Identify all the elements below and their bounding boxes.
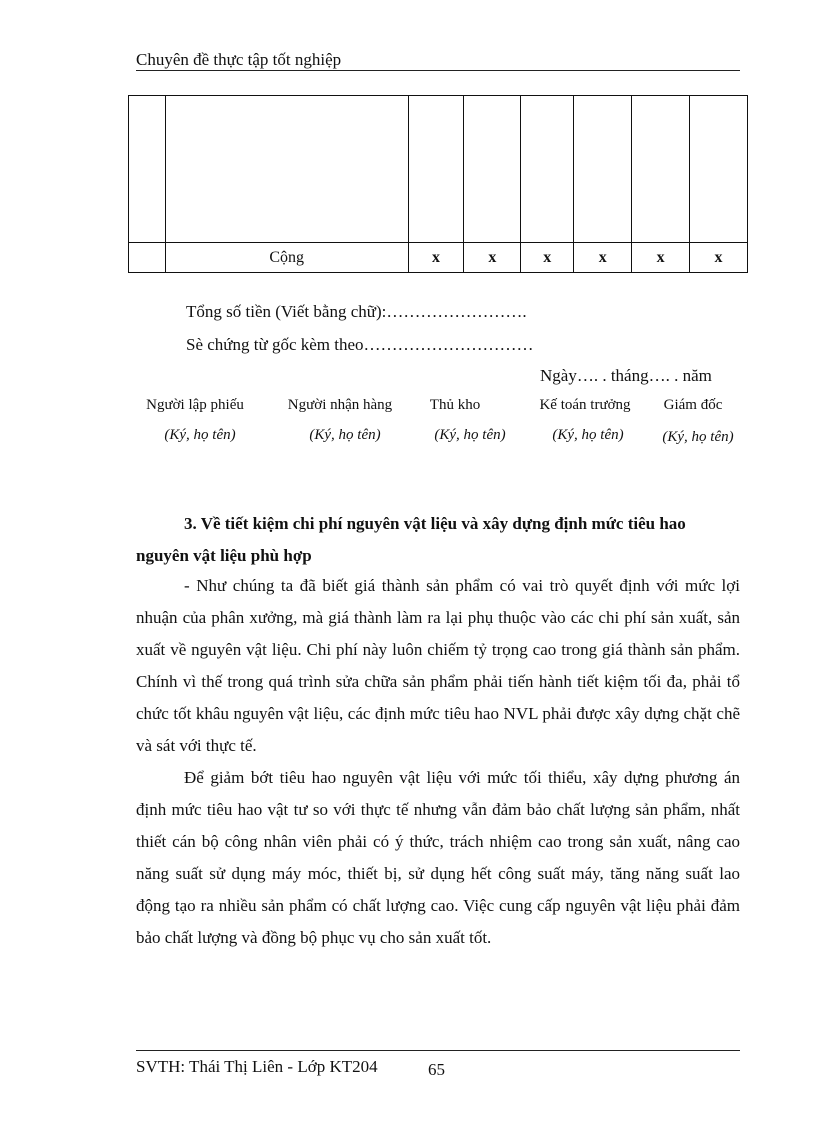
materials-table: [128, 95, 748, 273]
table-row: [129, 96, 748, 243]
page-number: 65: [428, 1060, 445, 1079]
signature-note-preparer: (Ký, họ tên): [164, 427, 236, 443]
table-cell: [165, 96, 408, 243]
footer-author: SVTH: Thái Thị Liên - Lớp KT204: [136, 1057, 378, 1076]
table-total-row: [129, 243, 748, 273]
body-paragraph-1: [136, 570, 740, 762]
attached-documents-line: Sè chứng từ gốc kèm theo…………………………: [186, 335, 534, 354]
table-cell: [632, 96, 690, 243]
total-mark: x: [632, 243, 690, 273]
signature-role-storekeeper: Thủ kho: [429, 397, 481, 413]
section-heading: 3. Về tiết kiệm chi phí nguyên vật liệu và xây dựng định mức tiêu hao nguyên vật liệu phù hợp: [136, 514, 686, 565]
table-cell: [129, 243, 166, 273]
table-cell: [464, 96, 521, 243]
amount-in-words-line: Tổng số tiền (Viết bằng chữ):…………………….: [186, 302, 527, 321]
table-cell: [690, 96, 748, 243]
paragraph-text: - Như chúng ta đã biết giá thành sản phẩm có vai trò quyết định với mức lợi nhuận của phân xưởng, mà giá thành làm ra lại phụ thuộc vào các chi phí sản xuất, sản xuất về nguyên vật liệu. Chi phí này luôn chiếm tỷ trọng cao trong giá thành sản phẩm. Chính vì thế trong quá trình sửa chữa sản phẩm phải tiến hành tiết kiệm tối đa, phải tổ chức tốt khâu nguyên vật liệu, các định mức tiêu hao NVL phải được xây dựng chặt chẽ và sát với thực tế.: [136, 576, 740, 755]
signature-note-receiver: (Ký, họ tên): [309, 427, 381, 443]
signature-note-chief-accountant: (Ký, họ tên): [552, 427, 624, 443]
body-paragraph-2: [136, 762, 740, 954]
total-mark: x: [521, 243, 574, 273]
header-divider: [136, 70, 740, 71]
paragraph-text: Để giảm bớt tiêu hao nguyên vật liệu với mức tối thiểu, xây dựng phương án định mức tiêu hao vật tư so với thực tế nhưng vẫn đảm bảo chất lượng sản phẩm, nhất thiết cán bộ công nhân viên phải có ý thức, trách nhiệm cao trong sản xuất, nâng cao năng suất sử dụng máy móc, thiết bị, sử dụng hết công suất máy, tăng năng suất lao động tạo ra nhiều sản phẩm có chất lượng cao. Việc cung cấp nguyên vật liệu phải đảm bảo chất lượng và đồng bộ phục vụ cho sản xuất tốt.: [136, 768, 740, 947]
total-label: Cộng: [165, 243, 408, 273]
signature-note-director: (Ký, họ tên): [662, 429, 734, 445]
total-mark: x: [690, 243, 748, 273]
signature-role-chief-accountant: Kế toán trưởng: [539, 397, 631, 413]
total-mark: x: [464, 243, 521, 273]
total-mark: x: [574, 243, 632, 273]
table-cell: [574, 96, 632, 243]
signature-role-receiver: Người nhận hàng: [287, 397, 393, 413]
document-header-title: Chuyên đề thực tập tốt nghiệp: [136, 50, 342, 69]
signature-role-director: Giám đốc: [663, 397, 723, 413]
signature-note-storekeeper: (Ký, họ tên): [434, 427, 506, 443]
date-line: Ngày…. . tháng…. . năm: [540, 366, 712, 385]
footer-divider: [136, 1050, 740, 1051]
table-cell: [408, 96, 464, 243]
signature-role-preparer: Người lập phiếu: [146, 397, 244, 413]
total-mark: x: [408, 243, 464, 273]
table-cell: [129, 96, 166, 243]
table-cell: [521, 96, 574, 243]
